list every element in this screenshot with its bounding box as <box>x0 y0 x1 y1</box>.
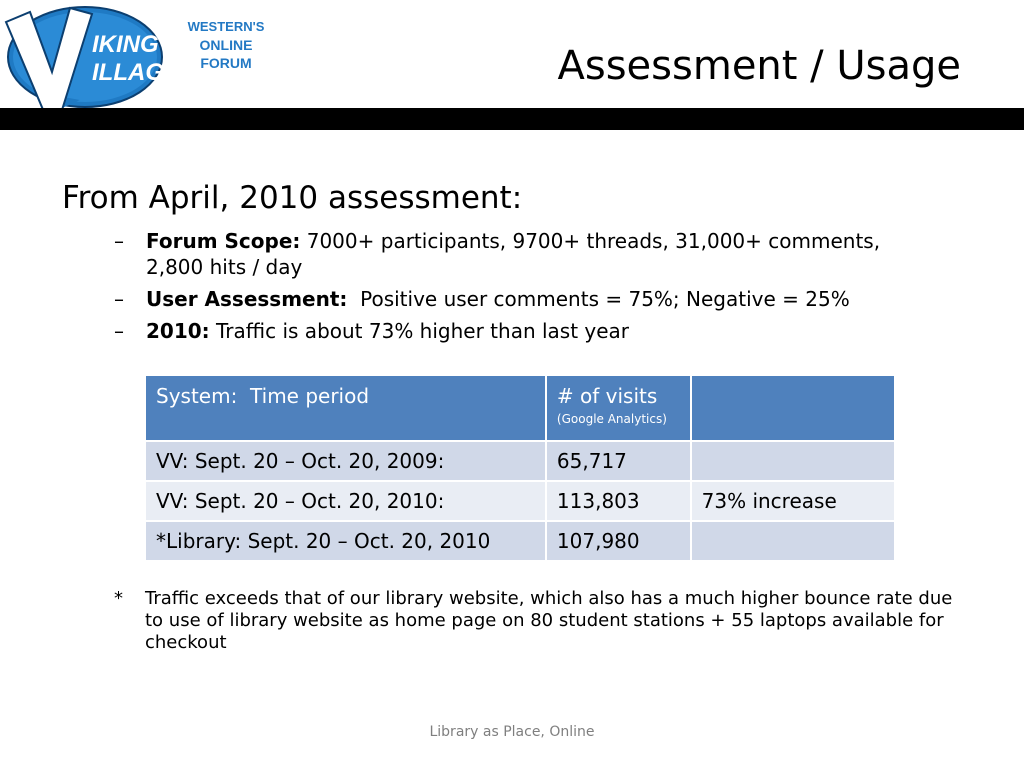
table-cell-visits: 113,803 <box>546 481 691 521</box>
bullet-marker: – <box>114 287 124 311</box>
forum-name-line2: ONLINE FORUM <box>199 37 253 71</box>
bullet-text: Traffic is about 73% higher than last year <box>209 319 630 343</box>
table-row <box>145 521 895 561</box>
table-cell-period: *Library: Sept. 20 – Oct. 20, 2010 <box>145 521 546 561</box>
table-cell-note <box>691 521 895 561</box>
table-cell-note <box>691 441 895 481</box>
table-cell-visits: 65,717 <box>546 441 691 481</box>
slide-title: Assessment / Usage <box>557 43 961 89</box>
footnote-text: Traffic exceeds that of our library website, which also has a much higher bounce rate due to use of library website as home page on 80 student stations + 55 laptops available for checkout <box>145 588 953 653</box>
header-time-period <box>145 375 546 441</box>
table-cell-note: 73% increase <box>691 481 895 521</box>
table-header-row <box>145 375 895 441</box>
bullet-text: 7000+ participants, 9700+ threads, 31,000+ comments, 2,800 hits / day <box>146 229 881 279</box>
header-label: System: Time period <box>156 384 370 408</box>
table-cell-period: VV: Sept. 20 – Oct. 20, 2009: <box>145 441 546 481</box>
forum-name <box>176 18 276 72</box>
table-cell-visits: 107,980 <box>546 521 691 561</box>
bullet-marker: – <box>114 229 124 253</box>
visits-table <box>144 374 896 562</box>
header-label: # of visits <box>556 384 658 408</box>
title-divider-bar <box>0 108 1024 130</box>
forum-name-line1: WESTERN'S <box>187 19 265 34</box>
slide-footer: Library as Place, Online <box>429 724 595 740</box>
main-heading: From April, 2010 assessment: <box>62 180 523 216</box>
table-row <box>145 481 895 521</box>
bullet-item <box>114 318 914 344</box>
bullet-text: Positive user comments = 75%; Negative = 25% <box>347 287 850 311</box>
bullet-label: User Assessment: <box>146 287 348 311</box>
bullet-label: 2010: <box>146 319 210 343</box>
header-sublabel: (Google Analytics) <box>556 412 667 426</box>
bullet-marker: – <box>114 319 124 343</box>
table-row <box>145 441 895 481</box>
bullet-list <box>114 228 914 350</box>
table-cell-period: VV: Sept. 20 – Oct. 20, 2010: <box>145 481 546 521</box>
svg-text:ILLAGE: ILLAGE <box>92 59 180 86</box>
bullet-item <box>114 286 914 312</box>
header-blank <box>691 375 895 441</box>
bullet-label: Forum Scope: <box>146 229 301 253</box>
header-visits <box>546 375 691 441</box>
footnote-marker: * <box>114 588 123 609</box>
bullet-item <box>114 228 914 280</box>
footnote <box>114 588 974 654</box>
svg-text:IKING: IKING <box>92 31 159 58</box>
